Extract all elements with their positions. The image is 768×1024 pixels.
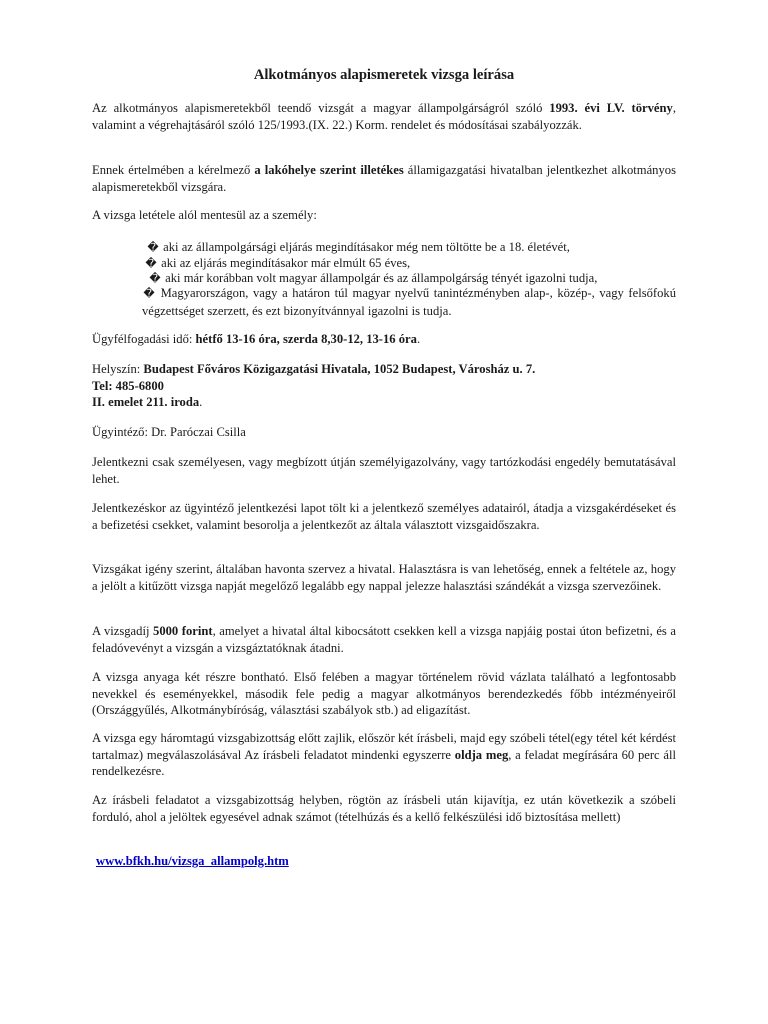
list-item	[146, 239, 570, 257]
bullet-icon: �	[147, 241, 159, 254]
solve-phrase: oldja meg	[454, 747, 509, 762]
paragraph-fee-text-2: , amelyet a hivatal által kibocsátott csekken kell a vizsga napjáig postai úton befizetni, és a feladóvevényt a vizsgán a vizsgáztatóknak átadni.	[92, 624, 676, 655]
office-hours-end: .	[416, 332, 421, 346]
paragraph-apply: Jelentkezni csak személyesen, vagy megbízott útján személyigazolvány, vagy tartózkodási engedély bemutatásával lehet.	[92, 455, 676, 486]
paragraph-law-text-1: Az alkotmányos alapismeretekből teendő vizsgát a magyar állampolgárságról szóló	[92, 101, 550, 115]
fee-amount: 5000 forint	[153, 624, 213, 638]
room-end: .	[199, 395, 203, 409]
paragraph-applicant-text-1: Ennek értelmében a kérelmező	[92, 163, 255, 177]
paragraph-fee-text-1: A vizsgadíj	[92, 624, 154, 638]
office-hours-label: Ügyfélfogadási idő:	[92, 332, 196, 346]
paragraph-fee	[92, 623, 676, 656]
list-item	[142, 285, 676, 319]
paragraph-applicant	[92, 162, 676, 195]
location-value: Budapest Főváros Közigazgatási Hivatala, 1052 Budapest, Városház u. 7.	[143, 362, 536, 376]
paragraph-law	[92, 100, 676, 133]
website-link[interactable]: www.bfkh.hu/vizsga_allampolg.htm	[96, 854, 289, 868]
office-hours	[92, 331, 676, 348]
exemption-intro: A vizsga letétele alól mentesül az a személy:	[92, 208, 317, 222]
office-hours-value: hétfő 13-16 óra, szerda 8,30-12, 13-16 óra	[195, 332, 417, 346]
paragraph-schedule: Vizsgákat igény szerint, általában havonta szervez a hivatal. Halasztásra is van lehetőség, ennek a feltétele az, hogy a jelölt a kitűzött vizsga napját megelőző legalább egy nappal jelezze halasztási szándékát a vizsga szervezőinek.	[92, 562, 676, 593]
administrator: Ügyintéző: Dr. Paróczai Csilla	[92, 425, 246, 439]
list-item-text: aki az eljárás megindításakor már elmúlt 65 éves,	[161, 256, 411, 270]
room: II. emelet 211. iroda	[92, 395, 200, 409]
bullet-icon: �	[143, 287, 155, 300]
list-item-text: aki az állampolgársági eljárás megindításakor még nem töltötte be a 18. életévét,	[163, 240, 570, 254]
competent-office-phrase: a lakóhelye szerint illetékes	[254, 163, 404, 177]
location-block	[92, 361, 676, 411]
paragraph-structure-text-1: A vizsga egy háromtagú vizsgabizottság előtt zajlik, először két írásbeli, majd egy szóbeli tétel(egy tétel két kérdést tartalmaz) megválaszolásával Az írásbeli feladatot mindenki egyszerre	[92, 731, 676, 762]
list-item-text: aki már korábban volt magyar állampolgár és az állampolgárság tényét igazolni tudja,	[165, 271, 598, 285]
paragraph-structure	[92, 730, 676, 780]
paragraph-oral: Az írásbeli feladatot a vizsgabizottság helyben, rögtön az írásbeli után kijavítja, ez után következik a szóbeli forduló, ahol a jelöltek egyesével adnak számot (tételhúzás és a kellő felkészülési idő biztosítása mellett)	[92, 793, 676, 824]
paragraph-law-text-2: , valamint a végrehajtásáról szóló 125/1993.(IX. 22.) Korm. rendelet és módosításai szabályozzák.	[92, 101, 676, 132]
telephone: Tel: 485-6800	[92, 378, 164, 393]
law-reference: 1993. évi LV. törvény	[549, 101, 673, 115]
paragraph-applicant-text-2: államigazgatási hivatalban jelentkezhet alkotmányos alapismeretekből vizsgára.	[92, 163, 676, 194]
bullet-icon: �	[145, 257, 157, 270]
paragraph-registration: Jelentkezéskor az ügyintéző jelentkezési lapot tölt ki a jelentkező személyes adatairól, átadja a vizsgakérdéseket és a befizetési csekket, valamint besorolja a jelentkezőt az általa választott vizsgaidőszakra.	[92, 501, 676, 532]
list-item-text: Magyarországon, vagy a határon túl magyar nyelvű tanintézményben alap-, közép-, vagy felsőfokú végzettséget szerzett, és ezt bizonyítvánnyal igazolni is tudja.	[142, 286, 676, 318]
location-label: Helyszín:	[92, 362, 144, 376]
document-title: Alkotmányos alapismeretek vizsga leírása	[253, 67, 515, 83]
paragraph-material: A vizsga anyaga két részre bontható. Első felében a magyar történelem rövid vázlata található a legfontosabb nevekkel és eseményekkel, második fele pedig a magyar alkotmányos berendezkedés főbb intézményeiről (Országgyűlés, Alkotmánybíróság, választási szabályok stb.) ad eligazítást.	[92, 670, 676, 717]
bullet-icon: �	[149, 272, 161, 285]
paragraph-structure-text-2: , a feladat megírására 60 perc áll rendelkezésre.	[92, 747, 676, 778]
